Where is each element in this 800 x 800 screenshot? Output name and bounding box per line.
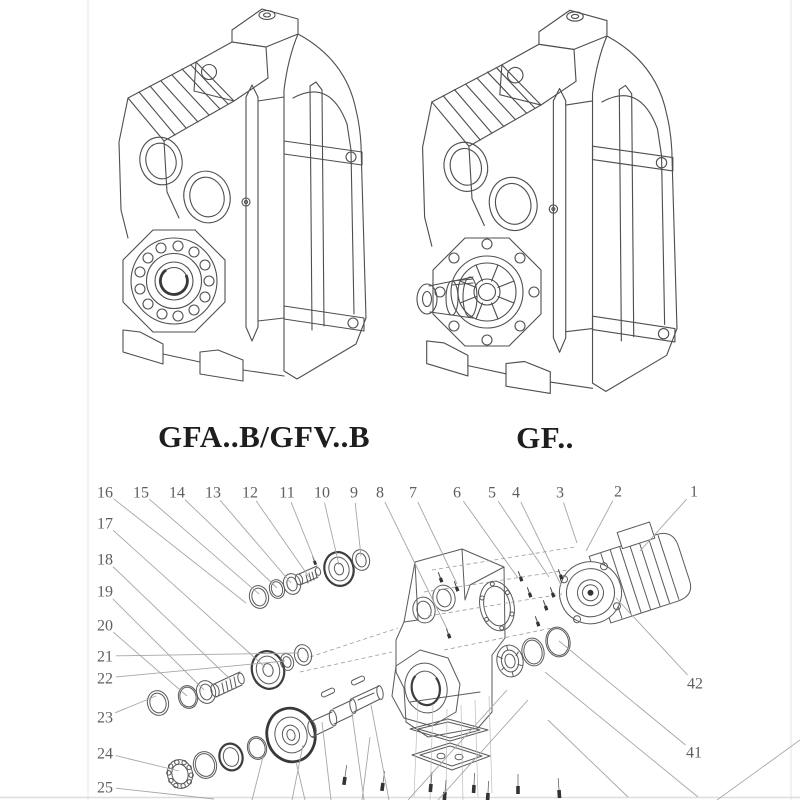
callout-number-42: 42 (687, 675, 703, 693)
callout-number-4: 4 (512, 484, 520, 502)
callout-number-7: 7 (409, 484, 417, 502)
callout-number-19: 19 (97, 583, 113, 601)
solid-output-shaft (417, 277, 477, 318)
leader-line-9 (355, 503, 361, 556)
cut-leader-8 (296, 762, 305, 800)
callout-number-12: 12 (242, 484, 258, 502)
callout-number-15: 15 (133, 484, 149, 502)
cut-leader-9 (252, 757, 263, 800)
callout-number-3: 3 (556, 484, 564, 502)
flange-gasket (475, 578, 519, 634)
callout-number-11: 11 (279, 484, 295, 502)
leader-line-12 (256, 501, 309, 577)
leader-line-2 (586, 501, 613, 551)
cut-leader-0 (408, 690, 507, 800)
input-bearing (494, 643, 526, 680)
callout-number-17: 17 (97, 515, 113, 533)
leader-line-15 (149, 499, 259, 594)
cut-leader-4 (717, 740, 800, 800)
leader-line-6 (463, 501, 518, 578)
callout-number-9: 9 (350, 484, 358, 502)
leader-line-5 (498, 501, 549, 577)
callout-number-1: 1 (690, 483, 698, 501)
callout-number-10: 10 (314, 484, 330, 502)
leader-line-13 (220, 500, 291, 583)
leader-line-3 (563, 502, 577, 543)
output-flange-bearing (123, 230, 225, 332)
callout-number-2: 2 (614, 483, 622, 501)
leader-line-22 (116, 661, 285, 677)
leader-line-16 (114, 499, 246, 603)
leader-line-41 (559, 641, 686, 745)
right-model-label: GF.. (516, 420, 574, 455)
leader-line-20 (113, 632, 187, 696)
leader-line-7 (418, 502, 457, 584)
cut-leader-5 (322, 722, 331, 800)
o-ring (543, 625, 573, 659)
leader-line-24 (116, 756, 179, 771)
callouts-layer (97, 484, 703, 800)
callout-number-20: 20 (97, 617, 113, 635)
callout-number-24: 24 (97, 745, 113, 763)
callout-number-21: 21 (97, 648, 113, 666)
callout-number-13: 13 (205, 484, 221, 502)
callout-number-16: 16 (97, 484, 113, 502)
leader-line-11 (291, 502, 314, 559)
gearbox-drawing-hollow-shaft (119, 9, 366, 381)
gear-housing (392, 549, 505, 737)
leader-line-10 (324, 503, 339, 565)
cut-leader-7 (371, 705, 389, 800)
cut-leader-2 (545, 672, 698, 797)
callout-number-25: 25 (97, 779, 113, 797)
callout-number-5: 5 (488, 484, 496, 502)
leader-line-17 (113, 530, 265, 667)
cut-leader-3 (548, 720, 628, 797)
callout-number-23: 23 (97, 709, 113, 727)
callout-number-18: 18 (97, 551, 113, 569)
output-flange-spoked (433, 238, 541, 346)
gearbox-drawing-solid-shaft (417, 10, 677, 393)
cut-leader-11 (362, 737, 370, 800)
cut-leader-6 (352, 713, 364, 800)
callout-number-6: 6 (453, 484, 461, 502)
callout-number-22: 22 (97, 670, 113, 688)
electric-motor (546, 516, 695, 636)
callout-number-8: 8 (376, 484, 384, 502)
input-shaft-assembly (247, 548, 372, 611)
left-model-label: GFA..B/GFV..B (157, 419, 371, 454)
leader-line-21 (116, 653, 297, 656)
callout-number-14: 14 (169, 484, 185, 502)
callout-number-41: 41 (686, 744, 702, 762)
exploded-view (145, 516, 695, 800)
leader-line-8 (385, 502, 448, 631)
